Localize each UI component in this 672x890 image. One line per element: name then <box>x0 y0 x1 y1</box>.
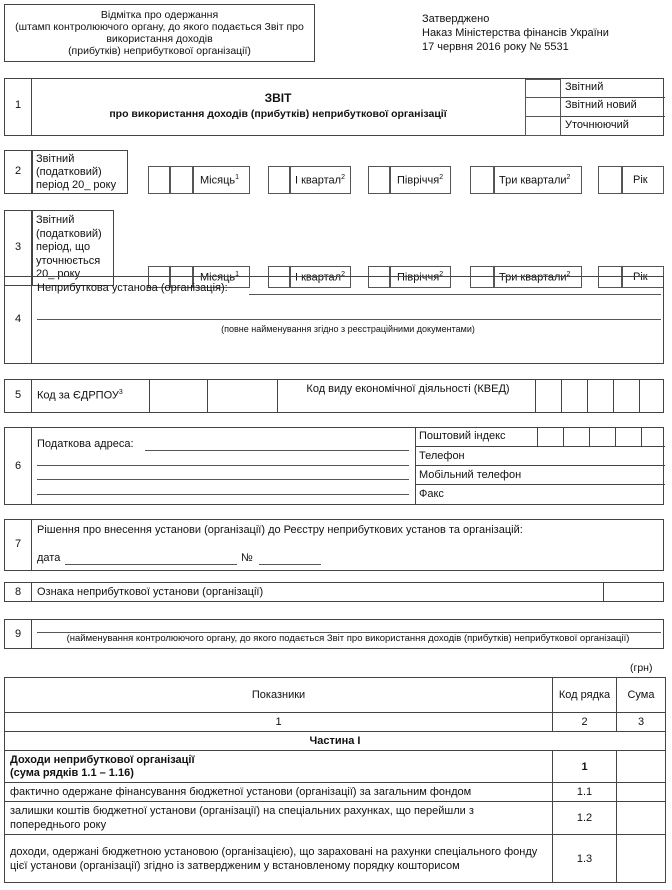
sum-cell[interactable] <box>617 783 666 802</box>
kved-cell[interactable] <box>561 380 562 412</box>
sum-cell[interactable] <box>617 751 666 783</box>
type-label: Звітний новий <box>561 97 665 117</box>
row-8: 8 Ознака неприбуткової установи (організації) <box>4 582 664 602</box>
org-label: Неприбуткова установа (організація): <box>37 282 228 294</box>
period-checkbox[interactable] <box>268 166 290 194</box>
type-checkbox[interactable] <box>525 97 561 117</box>
org-note: (повне найменування згідно з реєстраційними документами) <box>221 324 475 334</box>
address-input[interactable] <box>37 465 409 466</box>
part-title: Частина I <box>5 732 666 751</box>
period-q3[interactable]: Три квартали$^2$ <box>494 266 582 288</box>
address-input[interactable] <box>37 494 409 495</box>
address-label: Податкова адреса: <box>37 438 134 450</box>
date-label: дата <box>37 552 61 564</box>
postal-cell[interactable] <box>641 428 642 447</box>
period-q1[interactable]: I квартал$^2$ <box>290 266 351 288</box>
postal-cell[interactable] <box>537 428 538 447</box>
row-code: 1 <box>553 751 617 783</box>
table-row-label: Доходи неприбуткової організації (сума рядків 1.1 – 1.16) <box>5 751 553 783</box>
kved-cell[interactable] <box>613 380 614 412</box>
row-1 <box>4 78 664 136</box>
kved-cell[interactable] <box>587 380 588 412</box>
table-row-label: залишки коштів бюджетної установи (організації) на спеціальних рахунках, що перейшли з попереднього року <box>5 802 553 835</box>
period-year[interactable]: Рік <box>622 166 664 194</box>
no-label: № <box>241 552 253 564</box>
table-row-label: фактично одержане фінансування бюджетної установи (організації) за загальним фондом <box>5 783 553 802</box>
registry-text: Рішення про внесення установи (організації) до Реєстру неприбуткових установ та організацій: <box>37 524 523 536</box>
approved-line: Затверджено <box>422 13 490 25</box>
approved-line: Наказ Міністерства фінансів України <box>422 27 609 39</box>
approved-line: 17 червня 2016 року № 5531 <box>422 41 569 53</box>
period-checkbox[interactable] <box>170 166 193 194</box>
report-title: ЗВІТ про використання доходів (прибутків) неприбуткової організації <box>109 91 447 120</box>
currency-label: (грн) <box>630 662 653 674</box>
stamp-box <box>4 4 315 62</box>
approved-block <box>422 12 609 54</box>
row-number: 1 <box>14 99 22 111</box>
indicators-table <box>4 677 666 883</box>
period-checkbox[interactable] <box>598 166 622 194</box>
table-row-label: доходи, одержані бюджетною установою (організацією), що зараховані на рахунки спеціального фонду цієї установи (організації) згідно із затвердженим у встановленому порядку кошторисом <box>5 835 553 883</box>
row-3-num: 3 <box>4 210 32 286</box>
row-6: 6 Податкова адреса: Поштовий індекс Телефон Мобільний телефон Факс <box>4 427 664 505</box>
col-number: 1 <box>5 713 553 732</box>
row-5: 5 Код за ЄДРПОУ$^3$ Код виду економічної діяльності (КВЕД) <box>4 379 664 413</box>
number-input[interactable] <box>259 564 321 565</box>
type-checkbox[interactable] <box>525 116 561 136</box>
row-4: 4 Неприбуткова установа (організація): (повне найменування згідно з реєстраційними документами) <box>4 276 664 364</box>
fax-field[interactable]: Факс <box>419 488 444 500</box>
kved-cell[interactable] <box>639 380 640 412</box>
kved-label: Код виду економічної діяльності (КВЕД) <box>306 383 510 395</box>
edrpou-input[interactable] <box>207 380 208 412</box>
header-indicators: Показники <box>5 678 553 713</box>
address-input[interactable] <box>145 450 409 451</box>
stamp-text: Відмітка про одержання (штамп контролюючого органу, до якого подається Звіт про використання доходів (прибутків) неприбуткової організації) <box>15 9 304 57</box>
attribute-label: Ознака неприбуткової установи (організації) <box>37 586 264 598</box>
period-q1[interactable]: I квартал$^2$ <box>290 166 351 194</box>
period-checkbox[interactable] <box>470 166 494 194</box>
period-checkbox[interactable] <box>148 166 170 194</box>
org-name-input[interactable] <box>37 319 661 320</box>
row-code: 1.3 <box>553 835 617 883</box>
postal-cell[interactable] <box>589 428 590 447</box>
edrpou-label: Код за ЄДРПОУ$^3$ <box>37 389 123 402</box>
sum-cell[interactable] <box>617 802 666 835</box>
org-name-input[interactable] <box>249 294 661 295</box>
type-checkbox[interactable] <box>525 79 561 98</box>
type-label: Звітний <box>561 79 665 98</box>
period-year[interactable]: Рік <box>622 266 664 288</box>
row-2-num: 2 <box>4 150 32 194</box>
col-number: 3 <box>617 713 666 732</box>
period-month[interactable]: Місяць$^1$ <box>193 166 250 194</box>
authority-note: (найменування контролюючого органу, до якого подається Звіт про використання доходів (прибутків) неприбуткової організації) <box>66 633 630 644</box>
period-month[interactable]: Місяць$^1$ <box>193 266 250 288</box>
col-number: 2 <box>553 713 617 732</box>
header-code: Код рядка <box>553 678 617 713</box>
type-label: Уточнюючий <box>565 119 629 131</box>
attribute-input[interactable] <box>603 583 604 601</box>
postal-cell[interactable] <box>615 428 616 447</box>
header-sum: Сума <box>617 678 666 713</box>
period-half[interactable]: Півріччя$^2$ <box>390 166 451 194</box>
mobile-field[interactable]: Мобільний телефон <box>415 466 665 485</box>
address-input[interactable] <box>37 479 409 480</box>
row-code: 1.1 <box>553 783 617 802</box>
postal-cell[interactable] <box>563 428 564 447</box>
period-label: Звітний (податковий) період, що уточнюється 20_ року <box>32 210 114 286</box>
row-7: 7 Рішення про внесення установи (організації) до Реєстру неприбуткових установ та організацій: дата № <box>4 519 664 571</box>
postal-label: Поштовий індекс <box>415 428 665 447</box>
sum-cell[interactable] <box>617 835 666 883</box>
period-half[interactable]: Півріччя$^2$ <box>390 266 451 288</box>
period-q3[interactable]: Три квартали$^2$ <box>494 166 582 194</box>
period-label: Звітний (податковий) період 20_ року <box>32 150 128 194</box>
period-checkbox[interactable] <box>368 166 390 194</box>
row-9: 9 (найменування контролюючого органу, до якого подається Звіт про використання доходів (прибутків) неприбуткової організації) <box>4 619 664 649</box>
row-code: 1.2 <box>553 802 617 835</box>
phone-field[interactable]: Телефон <box>415 447 665 466</box>
date-input[interactable] <box>65 564 237 565</box>
